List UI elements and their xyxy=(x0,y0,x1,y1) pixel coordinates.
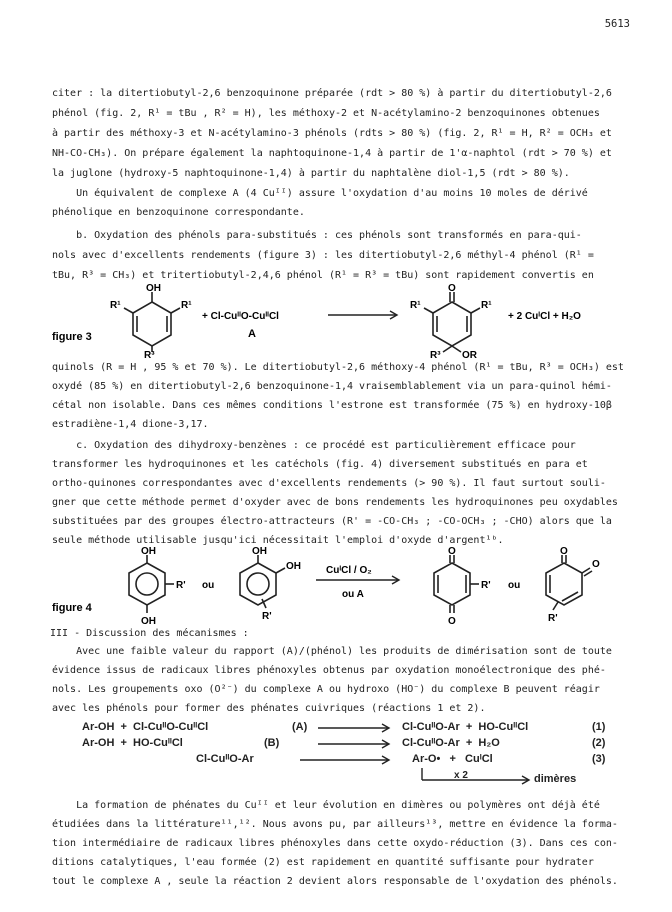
text-line: tBu, R³ = CH₃) et tritertiobutyl-2,4,6 phénol (R¹ = R³ = tBu) sont rapidement convertis en xyxy=(52,270,594,281)
text-line: cétal non isolable. Dans ces mêmes conditions l'estrone est transformée (75 %) en hydroxy-10β xyxy=(52,400,612,411)
text-line: oxydé (85 %) en ditertiobutyl-2,6 benzoquinone-1,4 vraisemblablement via un para-quinol hémi- xyxy=(52,381,612,392)
reagent-a-label: A xyxy=(248,328,256,340)
reaction-1-tag: (A) xyxy=(292,721,308,733)
text-line: la juglone (hydroxy-5 naphtoquinone-1,4) à partir du naphtalène diol-1,5 (rdt > 80 %). xyxy=(52,168,570,179)
para-quinone-ring xyxy=(434,555,479,613)
text-line: seule méthode utilisable jusqu'ici nécessitait l'emploi d'oxyde d'argent¹ᵇ. xyxy=(52,535,504,546)
reaction-arrow xyxy=(328,311,397,319)
text-line: b. Oxydation des phénols para-substitués : ces phénols sont transformés en para-qui- xyxy=(52,230,582,241)
reaction-2-tag: (B) xyxy=(264,737,280,749)
text-line: ditions catalytiques, l'eau formée (2) est rapidement en quantité suffisante pour hydrater xyxy=(52,857,594,868)
or-label: OR xyxy=(462,350,477,358)
figure-label: figure 3 xyxy=(52,331,92,343)
text-line: gner que cette méthode permet d'oxyder avec de bons rendements les hydroquinones peu oxydables xyxy=(52,497,618,508)
text-line: ortho-quinones correspondantes avec d'excellents rendements (> 90 %). Il faut surtout souli- xyxy=(52,478,606,489)
oh-label: OH xyxy=(286,561,301,572)
oh-label: OH xyxy=(146,283,161,294)
r1-label: R¹ xyxy=(110,300,121,311)
dimer-label: dimères xyxy=(534,773,577,785)
text-line: phénol (fig. 2, R¹ = tBu , R² = H), les méthoxy-2 et N-acétylamino-2 benzoquinones obtenues xyxy=(52,108,600,119)
reagent-or-a: ou A xyxy=(342,589,364,600)
dimer-factor: x 2 xyxy=(454,770,468,781)
text-line: tion intermédiaire de radicaux libres phénoxyles dans cette oxydo-réduction (3). Dans ces con- xyxy=(52,838,618,849)
figure-label: figure 4 xyxy=(52,602,92,614)
reagent-a: + Cl-CuᴵᴵO-CuᴵᴵCl xyxy=(202,311,279,322)
reaction-1-left: Ar-OH + Cl-CuᴵᴵO-CuᴵᴵCl xyxy=(82,721,209,733)
reagent-cucl-o2: CuᴵCl / O₂ xyxy=(326,565,372,576)
reaction-1-right: Cl-CuᴵᴵO-Ar + HO-CuᴵᴵCl xyxy=(402,721,529,733)
reaction-2-number: (2) xyxy=(592,737,606,749)
para-quinol-ring xyxy=(424,292,480,352)
oh-label: OH xyxy=(141,546,156,557)
r-prime-label: R' xyxy=(176,580,186,591)
text-line: quinols (R = H , 95 % et 70 %). Le ditertiobutyl-2,6 méthoxy-4 phénol (R¹ = tBu, R³ = OCH₃) est xyxy=(52,362,624,373)
reaction-3-left: Cl-CuᴵᴵO-Ar xyxy=(196,753,254,765)
catechol-ring xyxy=(240,555,285,608)
text-line: estradiène-1,4 dione-3,17. xyxy=(52,419,209,430)
oh-label: OH xyxy=(252,546,267,557)
r-prime-label: R' xyxy=(262,611,272,622)
text-line: citer : la ditertiobutyl-2,6 benzoquinone préparée (rdt > 80 %) à partir du ditertiobutyl-2,6 xyxy=(52,88,612,99)
r3-label: R³ xyxy=(144,350,155,358)
text-line: c. Oxydation des dihydroxy-benzènes : ce procédé est particulièrement efficace pour xyxy=(52,440,576,451)
r-prime-label: R' xyxy=(548,613,558,624)
oh-label: OH xyxy=(141,616,156,627)
reaction-3-right: Ar-O• + CuᴵCl xyxy=(412,753,493,765)
page-number: 5613 xyxy=(604,18,630,30)
figure-4-scheme xyxy=(52,545,622,627)
text-line: transformer les hydroquinones et les catéchols (fig. 4) diversement substitués en para et xyxy=(52,459,588,470)
oxo-label: O xyxy=(448,616,456,627)
text-line: La formation de phénates du Cuᴵᴵ et leur évolution en dimères ou polymères ont déjà été xyxy=(52,800,600,811)
figure-3-scheme xyxy=(52,282,622,358)
byproducts: + 2 CuᴵCl + H₂O xyxy=(508,311,581,322)
hydroquinone-ring xyxy=(129,555,174,613)
text-line: tout le complexe A , seule la réaction 2 devient alors responsable de l'oxydation des phénols. xyxy=(52,876,618,887)
or-text: ou xyxy=(508,580,521,591)
text-line: à partir des méthoxy-3 et N-acétylamino-3 phénols (rdts > 80 %) (fig. 2, R¹ = H, R² = OCH₃ et xyxy=(52,128,612,139)
oxo-label: O xyxy=(448,546,456,557)
section-heading: III - Discussion des mécanismes : xyxy=(50,628,249,639)
text-line: Un équivalent de complexe A (4 Cuᴵᴵ) assure l'oxydation d'au moins 10 moles de dérivé xyxy=(52,188,588,199)
r1-label: R¹ xyxy=(410,300,421,311)
text-line: NH-CO-CH₃). On prépare également la naphtoquinone-1,4 à partir de 1'α-naphtol (rdt > 70 %) et xyxy=(52,148,612,159)
oxo-label: O xyxy=(560,546,568,557)
r1-label: R¹ xyxy=(481,300,492,311)
reaction-2-right: Cl-CuᴵᴵO-Ar + H₂O xyxy=(402,737,500,749)
phenol-ring xyxy=(124,292,180,352)
or-text: ou xyxy=(202,580,215,591)
text-line: Avec une faible valeur du rapport (A)/(phénol) les produits de dimérisation sont de toute xyxy=(52,646,612,657)
reaction-2-left: Ar-OH + HO-CuᴵᴵCl xyxy=(82,737,183,749)
ortho-quinone-ring xyxy=(546,555,592,610)
r1-label: R¹ xyxy=(181,300,192,311)
text-line: nols. Les groupements oxo (O²⁻) du complexe A ou hydroxo (HO⁻) du complexe B peuvent réagir xyxy=(52,684,600,695)
reaction-3-number: (3) xyxy=(592,753,606,765)
text-line: avec les phénols pour former des phénates cuivriques (réactions 1 et 2). xyxy=(52,703,486,714)
text-line: substituées par des groupes électro-attracteurs (R' = -CO-CH₃ ; -CO-OCH₃ ; -CHO) alors que la xyxy=(52,516,612,527)
oxo-label: O xyxy=(592,559,600,570)
r-prime-label: R' xyxy=(481,580,491,591)
reaction-1-number: (1) xyxy=(592,721,606,733)
text-line: étudiées dans la littérature¹¹,¹². Nous avons pu, par ailleurs¹³, mettre en évidence la forma- xyxy=(52,819,618,830)
r3-label: R³ xyxy=(430,350,441,358)
reaction-arrow xyxy=(316,576,399,584)
text-line: phénolique en benzoquinone correspondante. xyxy=(52,207,305,218)
text-line: nols avec d'excellents rendements (figure 3) : les ditertiobutyl-2,6 méthyl-4 phénol (R¹ = xyxy=(52,250,594,261)
text-line: évidence issus de radicaux libres phénoxyles obtenus par oxydation monoélectronique des phé- xyxy=(52,665,606,676)
oxo-label: O xyxy=(448,283,456,294)
